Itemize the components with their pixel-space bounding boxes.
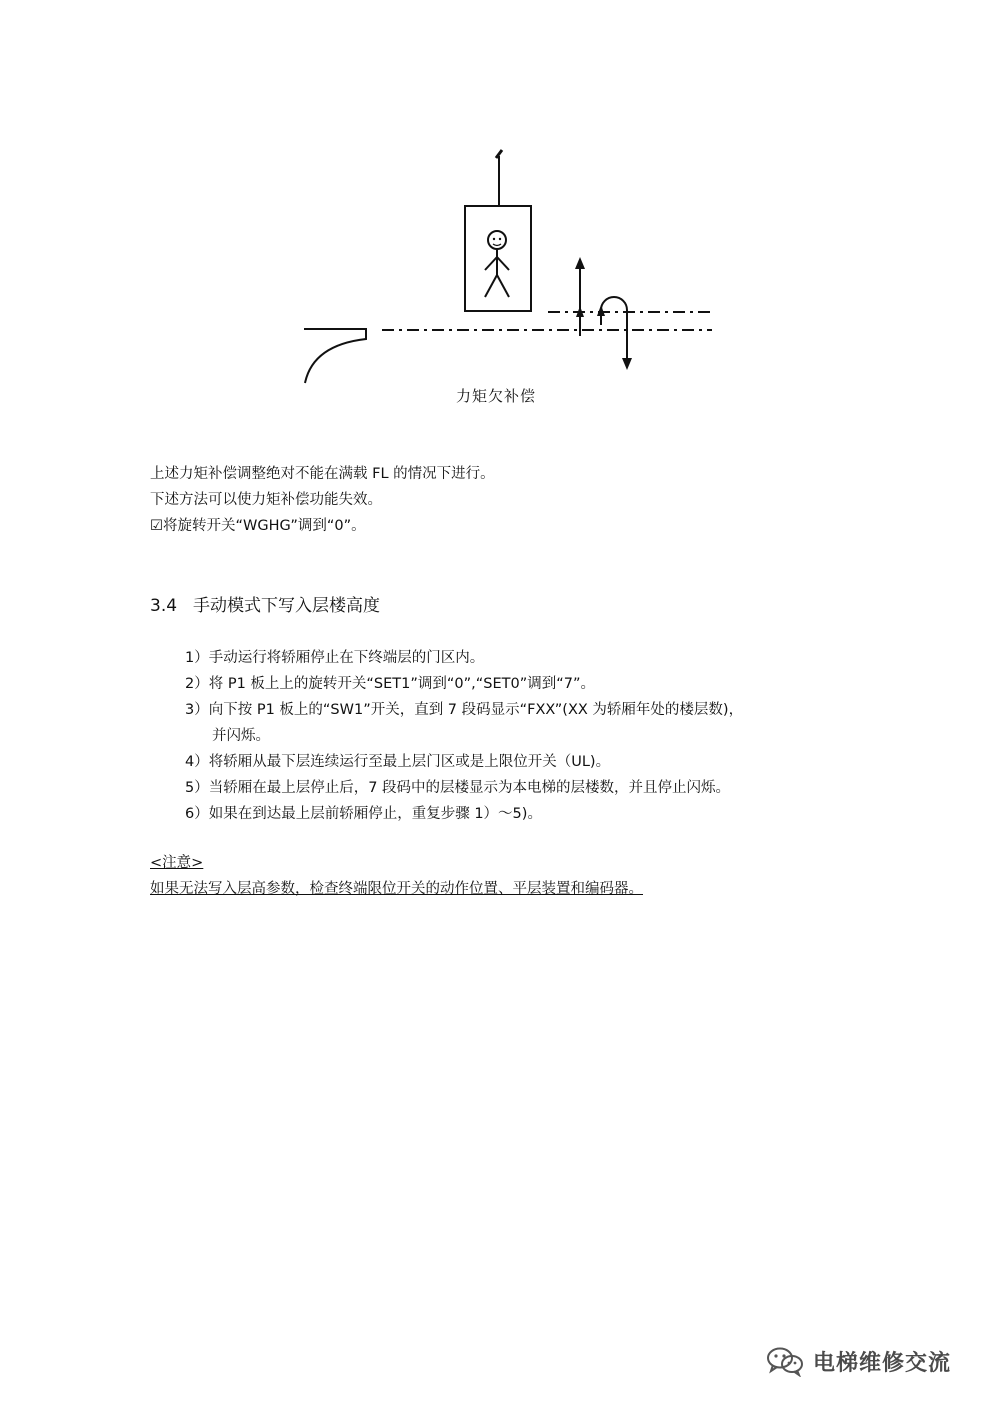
up-arrow-head [575, 257, 585, 269]
watermark-text: 电梯维修交流 [813, 1350, 952, 1376]
paragraph-method: 下述方法可以使力矩补偿功能失效。 [150, 492, 382, 508]
list-item [185, 749, 865, 775]
section-heading [150, 594, 380, 618]
step-text: 4）将轿厢从最下层连续运行至最上层门区或是上限位开关（UL)。 [185, 754, 611, 770]
step-text: 1）手动运行将轿厢停止在下终端层的门区内。 [185, 650, 485, 666]
step-text: 6）如果在到达最上层前轿厢停止，重复步骤 1）～5)。 [185, 806, 542, 822]
down-arrow-head [622, 358, 632, 370]
paragraph-warning: 上述力矩补偿调整绝对不能在满载 FL 的情况下进行。 [150, 466, 495, 482]
note-body: 如果无法写入层高参数，检查终端限位开关的动作位置、平层装置和编码器。 [150, 881, 643, 897]
paragraph-switch: ☑将旋转开关“WGHG”调到“0”。 [150, 518, 366, 534]
section-title: 手动模式下写入层楼高度 [193, 596, 381, 616]
torque-compensation-diagram [290, 140, 730, 385]
list-item [185, 697, 865, 749]
figure-caption: 力矩欠补偿 [455, 387, 536, 405]
section-number: 3.4 [150, 596, 178, 616]
list-item [185, 671, 865, 697]
passenger-figure [485, 231, 509, 297]
step-continuation: 并闪烁。 [212, 728, 270, 744]
step-text: 2）将 P1 板上上的旋转开关“SET1”调到“0”,“SET0”调到“7”。 [185, 676, 595, 692]
step-text: 5）当轿厢在最上层停止后，7 段码中的层楼显示为本电梯的层楼数，并且停止闪烁。 [185, 780, 731, 796]
wechat-icon [765, 1345, 805, 1377]
list-item [185, 645, 865, 671]
landing-sill [304, 329, 366, 383]
bounce-arrow-head-up [597, 305, 605, 316]
note-title: <注意> [150, 855, 204, 871]
watermark [765, 1343, 951, 1379]
step-list [185, 645, 865, 827]
step-text: 3）向下按 P1 板上的“SW1”开关，直到 7 段码显示“FXX”(XX 为轿厢年处的楼层数)， [185, 702, 744, 718]
list-item [185, 775, 865, 801]
list-item [185, 801, 865, 827]
